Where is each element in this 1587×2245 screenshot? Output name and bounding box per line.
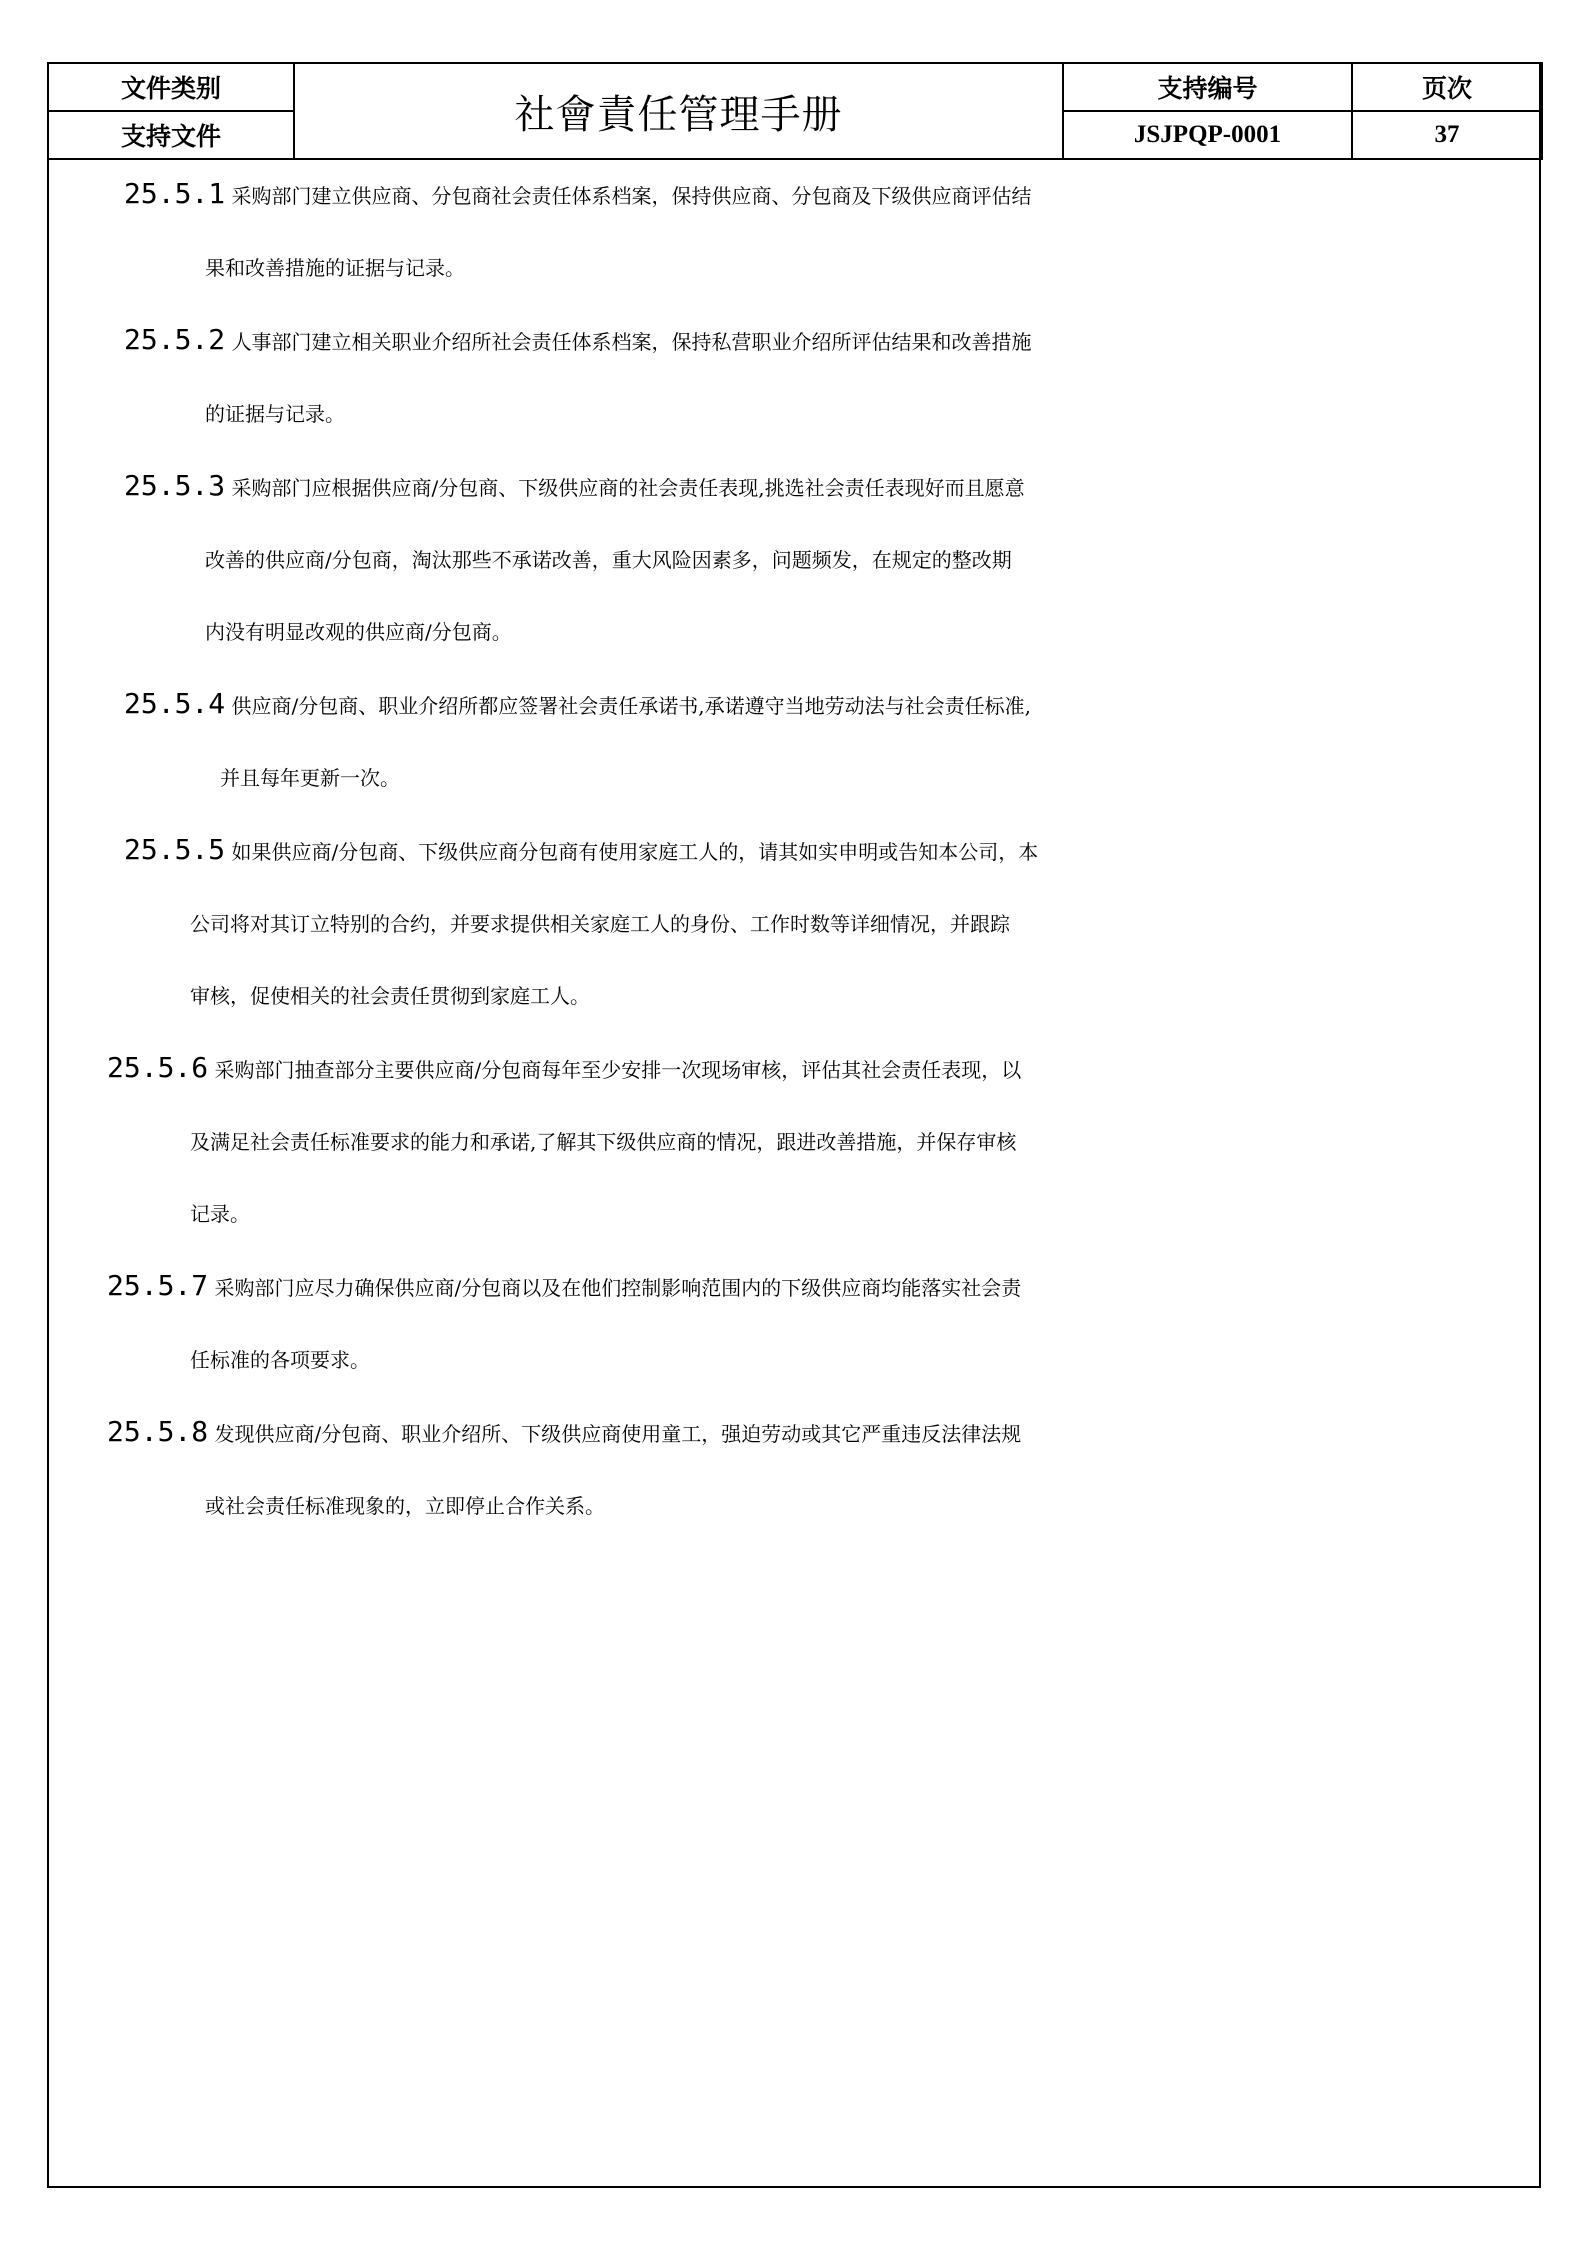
clause-number: 25.5.2 [124, 323, 226, 356]
clause-text-line: 并且每年更新一次。 [220, 766, 400, 790]
clause-text-line: 及满足社会责任标准要求的能力和承诺,了解其下级供应商的情况，跟进改善措施，并保存审核 [190, 1130, 1017, 1154]
clause-text-line: 人事部门建立相关职业介绍所社会责任体系档案，保持私营职业介绍所评估结果和改善措施 [231, 330, 1032, 354]
document-title: 社會責任管理手册 [294, 63, 1063, 159]
clause-number: 25.5.3 [124, 469, 226, 502]
clause-text-line: 供应商/分包商、职业介绍所都应签署社会责任承诺书,承诺遵守当地劳动法与社会责任标准, [231, 694, 1031, 718]
clause-25-5-1 [47, 158, 1541, 304]
clause-text-line: 或社会责任标准现象的，立即停止合作关系。 [205, 1494, 605, 1518]
clause-25-5-6 [47, 1032, 1541, 1250]
clause-number: 25.5.8 [107, 1415, 209, 1448]
support-number-value: JSJPQP-0001 [1063, 111, 1352, 159]
clause-text-line: 记录。 [190, 1202, 250, 1226]
clause-list [47, 158, 1541, 1542]
document-header-table [47, 62, 1543, 160]
clause-text-line: 任标准的各项要求。 [190, 1348, 370, 1372]
clause-text-line: 采购部门抽查部分主要供应商/分包商每年至少安排一次现场审核，评估其社会责任表现，以 [214, 1058, 1022, 1082]
clause-text-line: 发现供应商/分包商、职业介绍所、下级供应商使用童工，强迫劳动或其它严重违反法律法规 [214, 1422, 1022, 1446]
clause-number: 25.5.5 [124, 833, 226, 866]
clause-text-line: 内没有明显改观的供应商/分包商。 [205, 620, 512, 644]
clause-25-5-2 [47, 304, 1541, 450]
clause-text-line: 采购部门应根据供应商/分包商、下级供应商的社会责任表现,挑选社会责任表现好而且愿意 [231, 476, 1025, 500]
clause-text-line: 采购部门建立供应商、分包商社会责任体系档案，保持供应商、分包商及下级供应商评估结 [231, 184, 1032, 208]
support-number-label: 支持编号 [1063, 63, 1352, 111]
clause-25-5-4 [47, 668, 1541, 814]
page-number-value: 37 [1352, 111, 1542, 159]
clause-text-line: 的证据与记录。 [205, 402, 345, 426]
clause-text-line: 如果供应商/分包商、下级供应商分包商有使用家庭工人的，请其如实申明或告知本公司，本 [231, 840, 1039, 864]
clause-text-line: 果和改善措施的证据与记录。 [205, 256, 465, 280]
clause-text-line: 改善的供应商/分包商，淘汰那些不承诺改善，重大风险因素多，问题频发，在规定的整改期 [205, 548, 1012, 572]
clause-text-line: 公司将对其订立特别的合约，并要求提供相关家庭工人的身份、工作时数等详细情况，并跟踪 [190, 912, 1010, 936]
file-category-value: 支持文件 [48, 111, 294, 159]
page-label: 页次 [1352, 63, 1542, 111]
clause-number: 25.5.7 [107, 1269, 209, 1302]
clause-text-line: 采购部门应尽力确保供应商/分包商以及在他们控制影响范围内的下级供应商均能落实社会责 [214, 1276, 1022, 1300]
clause-number: 25.5.4 [124, 687, 226, 720]
clause-25-5-5 [47, 814, 1541, 1032]
clause-25-5-8 [47, 1396, 1541, 1542]
clause-text-line: 审核，促使相关的社会责任贯彻到家庭工人。 [190, 984, 590, 1008]
clause-number: 25.5.6 [107, 1051, 209, 1084]
clause-number: 25.5.1 [124, 177, 226, 210]
file-category-label: 文件类别 [48, 63, 294, 111]
clause-25-5-7 [47, 1250, 1541, 1396]
clause-25-5-3 [47, 450, 1541, 668]
